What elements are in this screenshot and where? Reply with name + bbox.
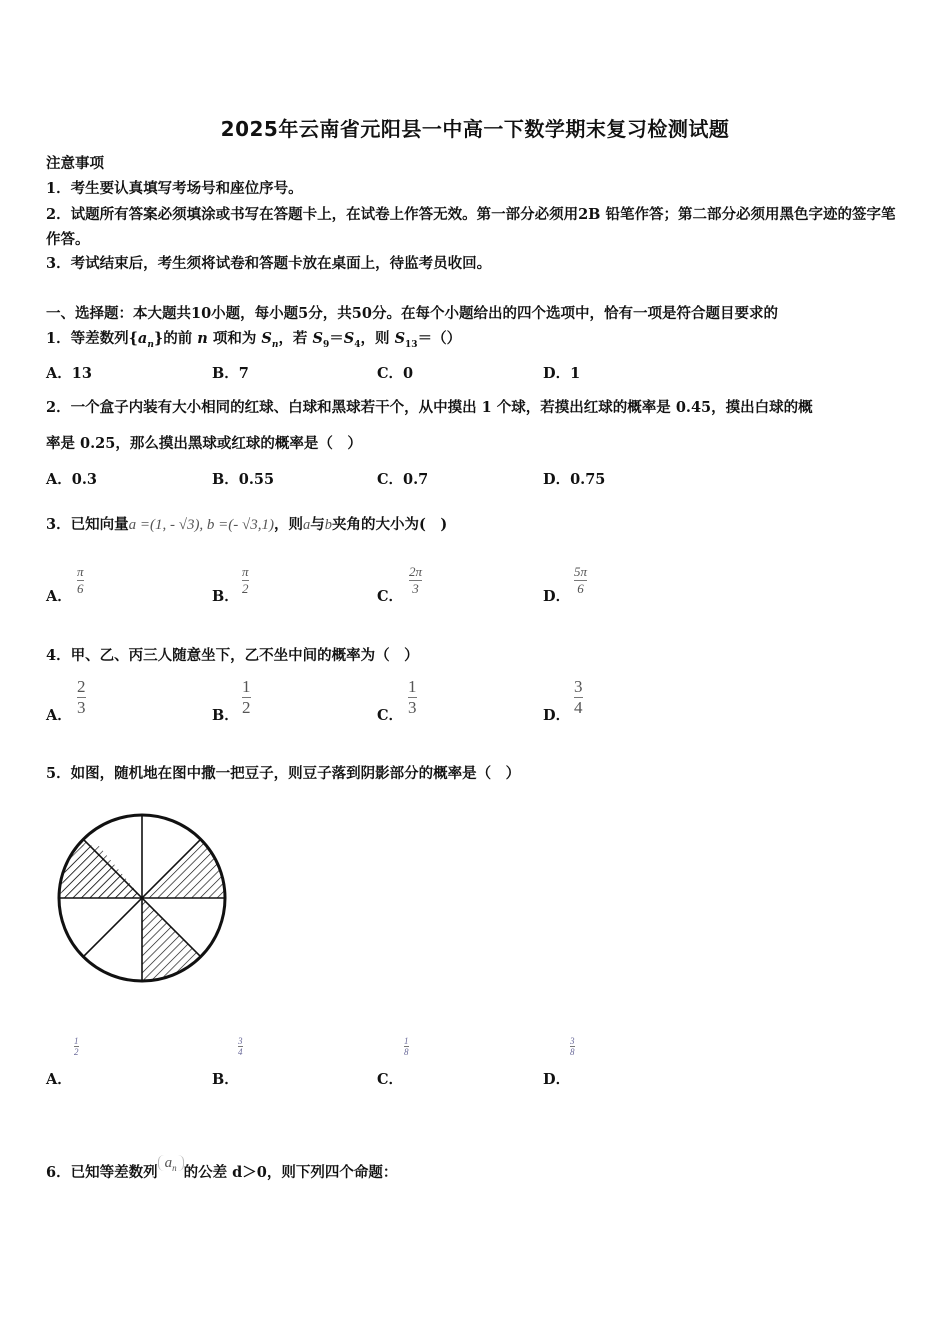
vector-expression: a =(1, - √3), b =(- √3,1)	[128, 517, 275, 533]
q3-option-b-label: B．	[212, 588, 239, 605]
q5-option-b-label: B．	[212, 1071, 239, 1088]
notice-item-1: 1．考生要认真填写考场号和座位序号。	[46, 180, 303, 197]
q1-option-d: D．1	[543, 365, 581, 382]
q4-option-b-value: 1 2	[242, 677, 251, 717]
q4-option-c-label: C．	[377, 707, 404, 724]
question-3: 3．已知向量a =(1, - √3), b =(- √3,1)，则a与b夹角的大小为( )	[46, 516, 448, 533]
q4-option-d-value: 3 4	[574, 677, 583, 717]
question-2-line1: 2．一个盒子内装有大小相同的红球、白球和黑球若干个，从中摸出 1 个球，若摸出红球的概率是 0.45，摸出白球的概	[46, 399, 813, 416]
q5-option-c-value: 1 8	[404, 1036, 409, 1057]
q2-option-d: D．0.75	[543, 471, 606, 488]
q5-option-a-label: A．	[46, 1071, 72, 1088]
question-1: 1．等差数列$\{a_n\}$的前 n 项和为 $S_n$，若 $S_9=S_4$，则 $S_{13}=()$	[46, 330, 462, 350]
q5-option-d-label: D．	[543, 1071, 571, 1088]
shaded-sector-right	[142, 839, 225, 898]
q4-option-c-value: 1 3	[408, 677, 417, 717]
notice-item-2: 2．试题所有答案必须填涂或书写在答题卡上，在试卷上作答无效。第一部分必须用2B 铅笔作答；第二部分必须用黑色字迹的签字笔作答。	[46, 206, 896, 248]
q1-option-a: A．13	[46, 365, 92, 382]
q5-option-a-value: 1 2	[74, 1036, 79, 1057]
question-5: 5．如图，随机地在图中撒一把豆子，则豆子落到阴影部分的概率是（ ）	[46, 765, 521, 782]
q4-option-d-label: D．	[543, 707, 571, 724]
q4-option-a-label: A．	[46, 707, 72, 724]
section-heading: 一、选择题：本大题共10小题，每小题5分，共50分。在每个小题给出的四个选项中，恰有一项是符合题目要求的	[46, 305, 778, 322]
q5-option-b-value: 3 4	[238, 1036, 243, 1057]
q3-option-a-label: A．	[46, 588, 72, 605]
page-title: 2025年云南省元阳县一中高一下数学期末复习检测试题	[220, 117, 730, 141]
q4-option-b-label: B．	[212, 707, 239, 724]
notice-item-3: 3．考试结束后，考生须将试卷和答题卡放在桌面上，待监考员收回。	[46, 255, 492, 272]
q2-option-a: A．0.3	[46, 471, 97, 488]
sequence-symbol: $a_n$	[158, 1155, 184, 1171]
question-6: 6．已知等差数列$a_n$ 的公差 d＞0，则下列四个命题：	[46, 1155, 398, 1181]
q5-option-c-label: C．	[377, 1071, 404, 1088]
q5-option-d-value: 3 8	[570, 1036, 575, 1057]
q3-option-c-label: C．	[377, 588, 404, 605]
q3-option-d-label: D．	[543, 588, 571, 605]
q1-option-c: C．0	[377, 365, 414, 382]
question-4: 4．甲、乙、丙三人随意坐下，乙不坐中间的概率为（ ）	[46, 647, 419, 664]
shaded-circle-figure	[52, 808, 232, 988]
q4-option-a-value: 2 3	[77, 677, 86, 717]
shaded-sector-bottom	[142, 898, 201, 981]
q1-option-b: B．7	[212, 365, 249, 382]
q3-option-c-value: 2π 3	[409, 564, 423, 596]
q2-option-b: B．0.55	[212, 471, 275, 488]
q3-option-d-value: 5π 6	[574, 564, 588, 596]
q2-option-c: C．0.7	[377, 471, 429, 488]
question-2-line2: 率是 0.25，那么摸出黑球或红球的概率是（ ）	[46, 435, 362, 452]
q3-option-a-value: π 6	[77, 564, 84, 596]
q3-option-b-value: π 2	[242, 564, 249, 596]
notice-heading: 注意事项	[46, 155, 104, 172]
